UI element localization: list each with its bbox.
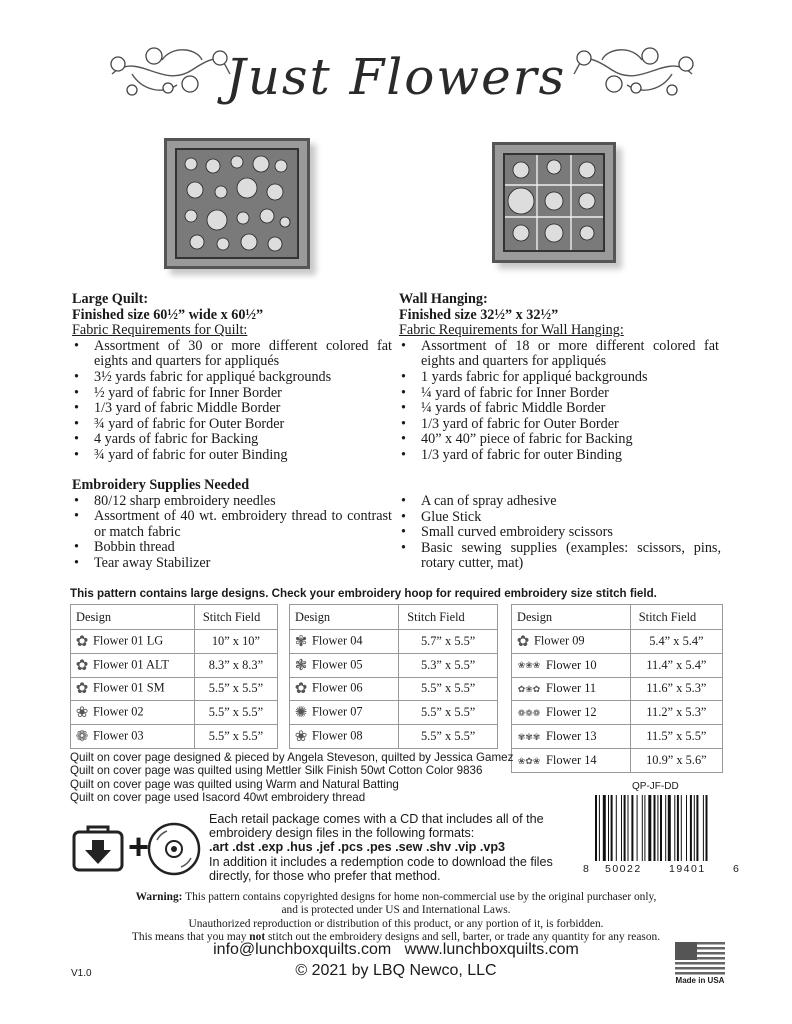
flower-icon: ❀ xyxy=(294,729,308,746)
stitch-field-column-header: Stitch Field xyxy=(399,605,498,630)
stitch-size: 8.3” x 8.3” xyxy=(194,653,277,677)
stitch-size: 10” x 10” xyxy=(194,630,277,654)
sku-code: QP-JF-DD xyxy=(632,781,679,792)
list-item: • 1/3 yard of fabric for Outer Border xyxy=(399,417,719,433)
large-quilt-fabric-heading: Fabric Requirements for Quilt: xyxy=(72,322,248,339)
credit-line: Quilt on cover page was quilted using Warm and Natural Batting xyxy=(70,777,399,791)
warning-line: This means that you may xyxy=(131,931,250,944)
table-row xyxy=(512,677,723,701)
barcode-digits-group1: 50022 xyxy=(605,863,642,875)
list-item: • Assortment of 40 wt. embroidery thread to contrast or match fabric xyxy=(72,509,392,540)
flower-icon: ✿ xyxy=(75,657,89,674)
stitch-field-column-header: Stitch Field xyxy=(194,605,277,630)
table-row xyxy=(512,748,723,772)
list-item: • 40” x 40” piece of fabric for Backing xyxy=(399,432,719,448)
stitch-table-2 xyxy=(289,604,498,749)
stitch-size: 5.5” x 5.5” xyxy=(399,701,498,725)
copyright-line: © 2021 by LBQ Newco, LLC xyxy=(295,962,497,979)
warning-emphasis: not xyxy=(249,931,266,944)
list-item: • 1/3 yard of fabric Middle Border xyxy=(72,401,392,417)
stitch-size: 11.5” x 5.5” xyxy=(630,725,722,749)
large-quilt-size: Finished size 60½” wide x 60½” xyxy=(72,306,264,323)
design-column-header: Design xyxy=(290,605,399,630)
list-item: • Assortment of 30 or more different colored fat eights and quarters for appliqués xyxy=(72,339,392,370)
list-item: • ½ yard of fabric for Inner Border xyxy=(72,386,392,402)
flower-border-icon: ✿❀✿ xyxy=(517,684,541,695)
table-row xyxy=(71,630,278,654)
page-title: Just Flowers xyxy=(225,48,567,106)
flower-border-icon: ✾✾✾ xyxy=(517,731,541,742)
warning-line: This pattern contains copyrighted designs for home non-commercial use by the original purchaser only, xyxy=(185,891,657,903)
cd-description xyxy=(209,812,553,883)
wall-hanging-size: Finished size 32½” x 32½” xyxy=(399,306,559,323)
stitch-size: 5.5” x 5.5” xyxy=(194,677,277,701)
quilt-credits xyxy=(70,751,513,804)
stitch-size: 5.3” x 5.5” xyxy=(399,653,498,677)
list-item: • ¾ yard of fabric for Outer Border xyxy=(72,417,392,433)
stitch-size: 5.5” x 5.5” xyxy=(399,725,498,749)
wall-hanging-fabric-heading: Fabric Requirements for Wall Hanging: xyxy=(399,322,624,339)
design-column-header: Design xyxy=(71,605,195,630)
supplies-heading: Embroidery Supplies Needed xyxy=(72,477,250,493)
design-name: Flower 13 xyxy=(546,729,597,744)
stitch-table-3 xyxy=(511,604,723,773)
warning-line: Unauthorized reproduction or distribution of this product, or any portion of it, is forbidden. xyxy=(188,917,604,930)
design-name: Flower 02 xyxy=(93,704,144,719)
barcode-digit-last: 6 xyxy=(733,863,741,875)
list-item: • 1 yards fabric for appliqué backgrounds xyxy=(399,370,719,386)
design-column-header: Design xyxy=(512,605,631,630)
large-quilt-heading: Large Quilt: xyxy=(72,291,149,307)
table-row xyxy=(71,677,278,701)
credit-line: Quilt on cover page used Isacord 40wt embroidery thread xyxy=(70,790,366,804)
file-formats: .art .dst .exp .hus .jef .pcs .pes .sew .shv .vip .vp3 xyxy=(209,840,506,855)
wall-hanging-section xyxy=(399,292,719,464)
list-item: • ¼ yard of fabric for Inner Border xyxy=(399,386,719,402)
list-item: • Bobbin thread xyxy=(72,540,392,556)
design-name: Flower 14 xyxy=(546,752,597,767)
table-row xyxy=(512,725,723,749)
wall-hanging-pattern-icon xyxy=(505,155,603,250)
us-flag-icon xyxy=(675,942,725,976)
list-item: • 4 yards of fabric for Backing xyxy=(72,432,392,448)
design-name: Flower 10 xyxy=(546,657,597,672)
cd-text-line: embroidery design files in the following formats: xyxy=(209,826,475,841)
table-row xyxy=(71,653,278,677)
table-row xyxy=(290,630,498,654)
table-row xyxy=(290,653,498,677)
table-row xyxy=(290,725,498,749)
warning-label: Warning: xyxy=(135,891,183,903)
barcode xyxy=(583,795,743,883)
large-quilt-pattern-icon xyxy=(177,150,297,257)
warning-line: stitch out the embroidery designs and sell, barter, or trade any quantity for any reason. xyxy=(265,931,661,944)
table-row xyxy=(512,630,723,654)
stitch-size: 11.4” x 5.4” xyxy=(630,653,722,677)
table-row xyxy=(290,701,498,725)
design-name: Flower 07 xyxy=(312,704,363,719)
large-quilt-section xyxy=(72,292,392,464)
design-name: Flower 01 SM xyxy=(93,680,165,695)
stitch-size: 5.5” x 5.5” xyxy=(194,725,277,749)
cd-disc-icon xyxy=(147,822,201,876)
supplies-section-right xyxy=(399,494,721,572)
flower-icon: ✿ xyxy=(75,633,89,650)
supplies-section-left xyxy=(72,478,392,572)
flower-border-icon: ❀✿❀ xyxy=(517,755,541,766)
flower-icon: ✾ xyxy=(294,633,308,650)
flower-icon: ❀ xyxy=(75,705,89,722)
barcode-digit-first: 8 xyxy=(583,863,591,875)
table-row xyxy=(71,725,278,749)
barcode-bars-icon xyxy=(593,795,743,867)
table-row xyxy=(512,701,723,725)
credit-line: Quilt on cover page designed & pieced by Angela Steveson, quilted by Jessica Gamez xyxy=(70,751,514,764)
warning-line: and is protected under US and International Laws. xyxy=(281,904,511,917)
list-item: • Small curved embroidery scissors xyxy=(399,525,721,541)
list-item: • 80/12 sharp embroidery needles xyxy=(72,494,392,510)
design-name: Flower 12 xyxy=(546,705,597,720)
design-name: Flower 08 xyxy=(312,728,363,743)
list-item: • ¼ yards of fabric Middle Border xyxy=(399,401,719,417)
design-name: Flower 09 xyxy=(534,633,585,648)
cd-text-line: directly, for those who prefer that method. xyxy=(209,868,441,883)
plus-icon: + xyxy=(128,826,150,867)
design-name: Flower 06 xyxy=(312,680,363,695)
table-row xyxy=(71,701,278,725)
stitch-size: 5.4” x 5.4” xyxy=(630,630,722,654)
copyright-warning xyxy=(60,891,732,945)
list-item: • 1/3 yard of fabric for outer Binding xyxy=(399,448,719,464)
stitch-table-1 xyxy=(70,604,278,749)
barcode-digits-group2: 19401 xyxy=(669,863,706,875)
flower-icon: ✿ xyxy=(516,633,530,650)
table-row xyxy=(290,677,498,701)
download-box-icon xyxy=(70,824,126,872)
stitch-size: 5.7” x 5.5” xyxy=(399,630,498,654)
version-label: V1.0 xyxy=(71,968,92,979)
list-item: • 3½ yards fabric for appliqué backgrounds xyxy=(72,370,392,386)
design-name: Flower 11 xyxy=(546,681,597,696)
stitch-field-column-header: Stitch Field xyxy=(630,605,722,630)
flower-icon: ✿ xyxy=(75,681,89,698)
made-in-usa-label: Made in USA xyxy=(675,976,725,985)
list-item: • ¾ yard of fabric for outer Binding xyxy=(72,448,392,464)
design-name: Flower 01 LG xyxy=(93,633,164,648)
flower-icon: ❁ xyxy=(75,729,89,746)
credit-line: Quilt on cover page was quilted using Mettler Silk Finish 50wt Cotton Color 9836 xyxy=(70,764,483,778)
stitch-size: 11.2” x 5.3” xyxy=(630,701,722,725)
list-item: • Assortment of 18 or more different colored fat eights and quarters for appliqués xyxy=(399,339,719,370)
list-item: • A can of spray adhesive xyxy=(399,494,721,510)
list-item: • Glue Stick xyxy=(399,510,721,526)
cd-text-line: In addition it includes a redemption code to download the files xyxy=(209,854,553,869)
flower-border-icon: ❁❁❁ xyxy=(517,707,541,718)
flower-icon: ✺ xyxy=(294,705,308,722)
stitch-size: 10.9” x 5.6” xyxy=(630,748,722,772)
cd-text-line: Each retail package comes with a CD that includes all of the xyxy=(209,812,544,826)
design-name: Flower 01 ALT xyxy=(93,657,169,672)
stitch-size: 11.6” x 5.3” xyxy=(630,677,722,701)
table-row xyxy=(512,653,723,677)
stitch-size: 5.5” x 5.5” xyxy=(194,701,277,725)
design-name: Flower 05 xyxy=(312,657,363,672)
design-name: Flower 04 xyxy=(312,633,363,648)
design-name: Flower 03 xyxy=(93,728,144,743)
stitch-size: 5.5” x 5.5” xyxy=(399,677,498,701)
wall-hanging-heading: Wall Hanging: xyxy=(399,291,488,307)
wall-hanging-image xyxy=(492,142,616,263)
list-item: • Basic sewing supplies (examples: scissors, pins, rotary cutter, mat) xyxy=(399,541,721,572)
large-quilt-image xyxy=(164,138,310,269)
flower-icon: ✿ xyxy=(294,681,308,698)
list-item: • Tear away Stabilizer xyxy=(72,556,392,572)
contact-links[interactable]: info@lunchboxquilts.com www.lunchboxquilts.com xyxy=(213,941,579,958)
hoop-size-notice: This pattern contains large designs. Check your embroidery hoop for required embroidery size stitch field. xyxy=(70,587,657,600)
flower-icon: ❃ xyxy=(294,657,308,674)
flower-border-icon: ❀❀❀ xyxy=(517,660,541,671)
